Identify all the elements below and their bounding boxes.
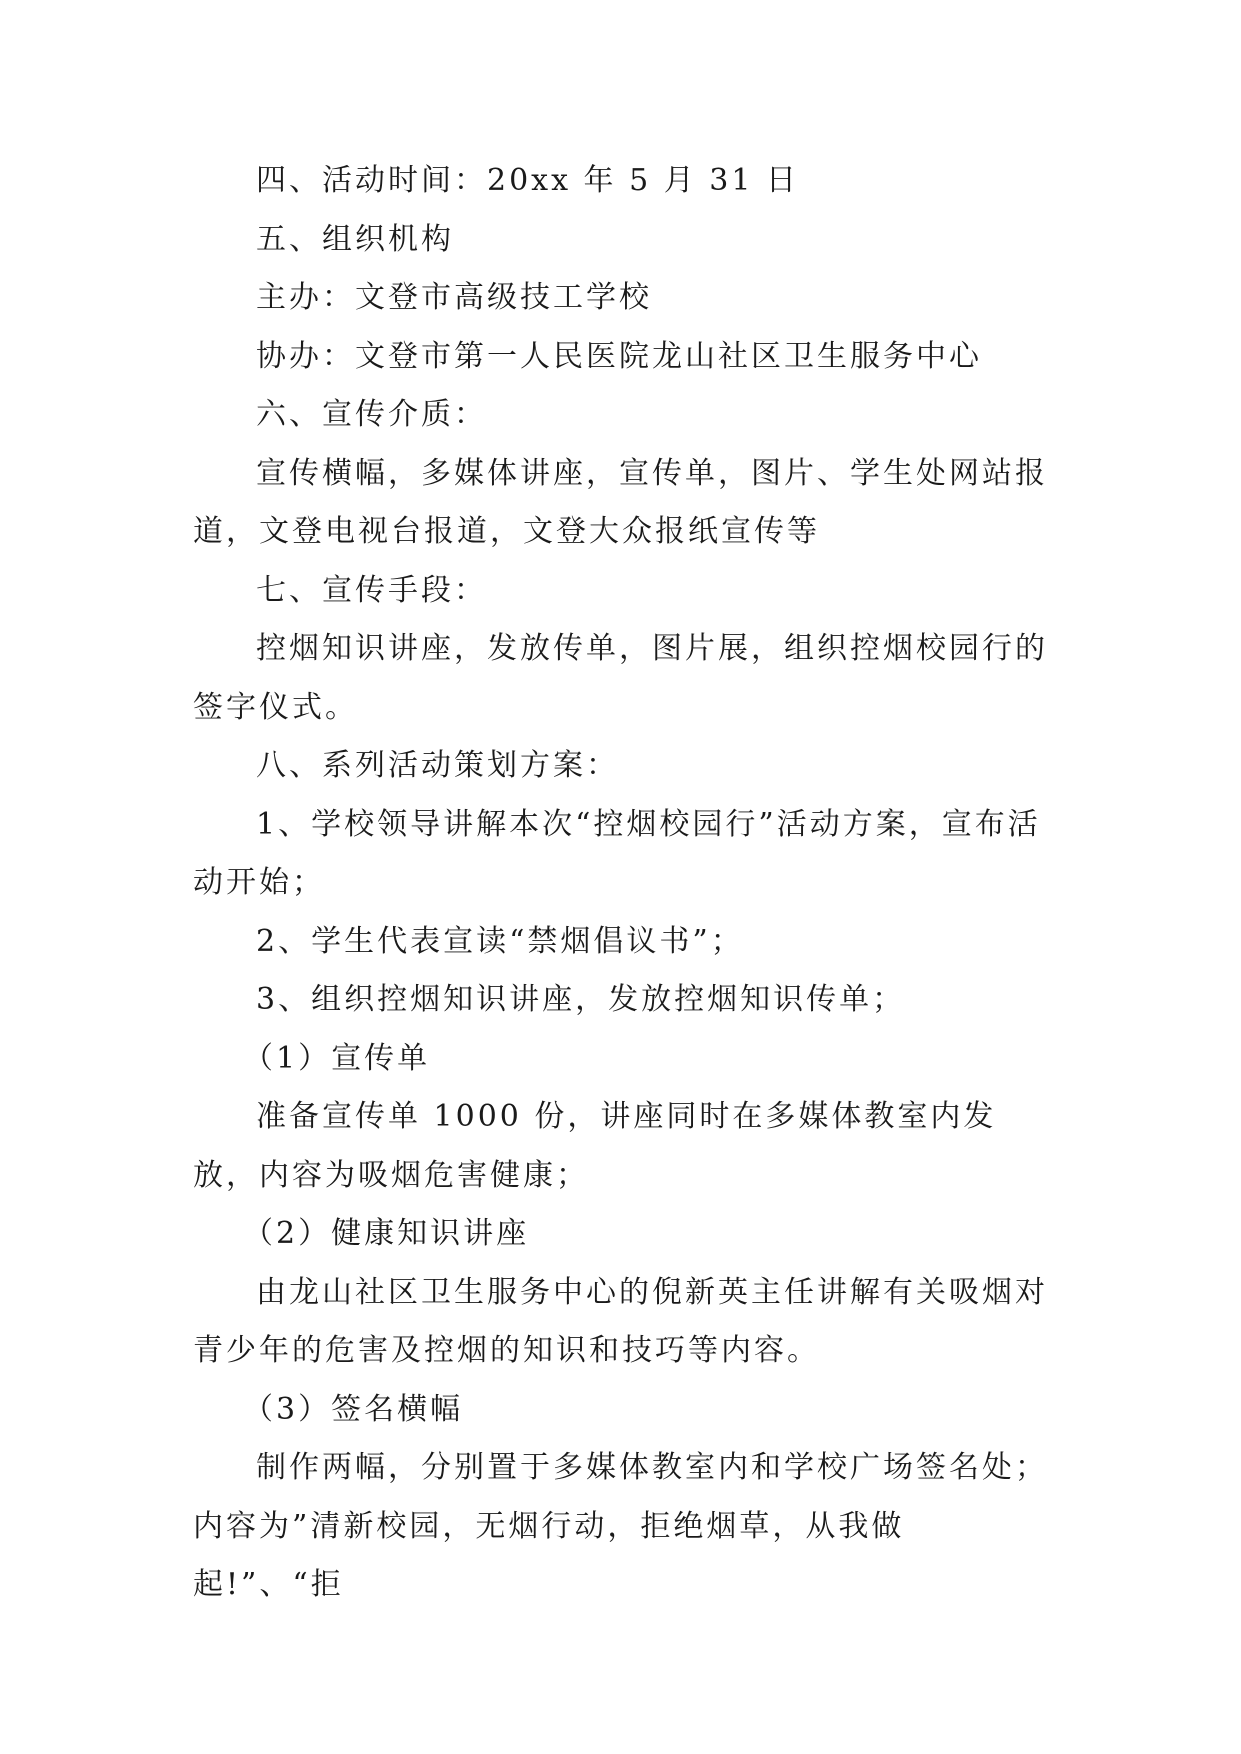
paragraph-activity-time: 四、活动时间：20xx 年 5 月 31 日: [256, 163, 799, 198]
paragraph-plan-item-1: 1、学校领导讲解本次“控烟校园行”活动方案，宣布活动开始；: [193, 806, 1041, 900]
paragraph-subheading-lecture: （2）健康知识讲座: [243, 1216, 530, 1251]
document-body: [193, 152, 1053, 1615]
paragraph-means-heading: 七、宣传手段：: [256, 572, 487, 608]
paragraph-plan-heading: 八、系列活动策划方案：: [256, 748, 619, 783]
paragraph-subheading-banner: （3）签名横幅: [243, 1391, 464, 1427]
paragraph-plan-item-2: 2、学生代表宣读“禁烟倡议书”；: [256, 923, 744, 959]
paragraph-media-heading: 六、宣传介质：: [256, 397, 487, 432]
paragraph-flyer-detail: 准备宣传单 1000 份，讲座同时在多媒体教室内发放，内容为吸烟危害健康；: [193, 1099, 997, 1193]
paragraph-media-list: 宣传横幅，多媒体讲座，宣传单，图片、学生处网站报道，文登电视台报道，文登大众报纸宣传等: [193, 455, 1048, 549]
paragraph-subheading-flyer: （1）宣传单: [243, 1040, 431, 1076]
paragraph-lecture-detail: 由龙山社区卫生服务中心的倪新英主任讲解有关吸烟对青少年的危害及控烟的知识和技巧等内容。: [193, 1274, 1048, 1368]
paragraph-plan-item-3: 3、组织控烟知识讲座，发放控烟知识传单；: [256, 982, 906, 1017]
paragraph-co-host: 协办：文登市第一人民医院龙山社区卫生服务中心: [256, 338, 982, 374]
paragraph-organization-heading: 五、组织机构: [256, 221, 454, 257]
paragraph-host: 主办：文登市高级技工学校: [256, 280, 652, 315]
paragraph-means-list: 控烟知识讲座，发放传单，图片展，组织控烟校园行的签字仪式。: [193, 631, 1048, 725]
paragraph-banner-detail: 制作两幅，分别置于多媒体教室内和学校广场签名处；内容为”清新校园，无烟行动，拒绝烟草，从我做起!”、“拒: [193, 1450, 1048, 1602]
